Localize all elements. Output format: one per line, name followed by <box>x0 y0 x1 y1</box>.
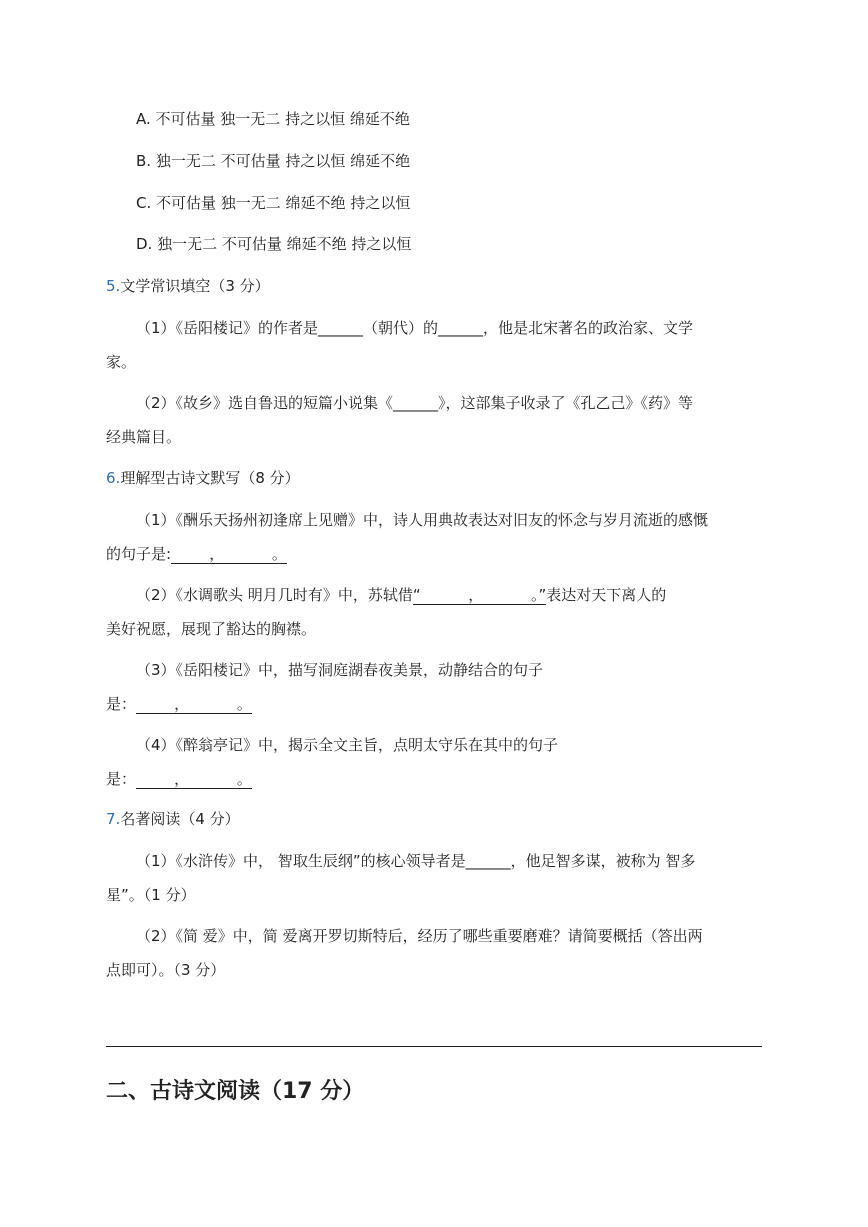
answer-prefix: 的句子是: <box>106 545 172 563</box>
q7-item2-line1: （2）《简 爱》中，简 爱离开罗切斯特后，经历了哪些重要磨难？请简要概括（答出两 <box>136 927 703 945</box>
option-c: C. 不可估量 独一无二 绵延不绝 持之以恒 <box>136 194 411 212</box>
question-text: （2）《水调歌头 明月几时有》中，苏轼借 <box>136 586 413 604</box>
section-divider <box>106 1046 762 1047</box>
q6-item2-line1 <box>136 585 666 605</box>
q7-item1-line2: 星”。（1 分） <box>106 886 196 904</box>
answer-blank: ， 。 <box>136 695 252 713</box>
q6-item3-line2 <box>106 694 252 714</box>
q7-item1-line1: （1）《水浒传》中， 智取生辰纲”的核心领导者是______，他足智多谋，被称为 智多 <box>136 852 696 870</box>
question-title: 文学常识填空（3 分） <box>120 277 270 295</box>
question-6-title <box>106 468 300 488</box>
answer-blank: “ ， 。” <box>412 586 547 604</box>
question-number: 6. <box>106 469 121 487</box>
question-title: 理解型古诗文默写（8 分） <box>120 469 300 487</box>
q6-item1-line2 <box>106 544 287 564</box>
answer-prefix: 是： <box>106 695 137 713</box>
q5-item2-line2: 经典篇目。 <box>106 428 182 446</box>
answer-blank: ， 。 <box>171 545 287 563</box>
q7-item2-line2: 点即可）。（3 分） <box>106 961 226 979</box>
q6-item1-line1: （1）《酬乐天扬州初逢席上见赠》中，诗人用典故表达对旧友的怀念与岁月流逝的感慨 <box>136 511 709 529</box>
q6-item4-line1: （4）《醉翁亭记》中，揭示全文主旨，点明太守乐在其中的句子 <box>136 736 559 754</box>
question-number: 7. <box>106 810 121 828</box>
q6-item2-line2: 美好祝愿，展现了豁达的胸襟。 <box>106 620 317 638</box>
q5-item1-line2: 家。 <box>106 353 137 371</box>
q6-item3-line1: （3）《岳阳楼记》中，描写洞庭湖春夜美景，动静结合的句子 <box>136 661 544 679</box>
question-title: 名著阅读（4 分） <box>120 810 240 828</box>
q6-item4-line2 <box>106 769 252 789</box>
q5-item1-line1: （1）《岳阳楼记》的作者是______（朝代）的______，他是北宋著名的政治家、文学 <box>136 319 694 337</box>
question-number: 5. <box>106 277 121 295</box>
question-7-title <box>106 809 240 829</box>
option-d: D. 独一无二 不可估量 绵延不绝 持之以恒 <box>136 235 412 253</box>
answer-prefix: 是： <box>106 770 137 788</box>
option-b: B. 独一无二 不可估量 持之以恒 绵延不绝 <box>136 152 411 170</box>
section-heading: 二、古诗文阅读（17 分） <box>106 1079 365 1104</box>
question-5-title <box>106 276 270 296</box>
option-a: A. 不可估量 独一无二 持之以恒 绵延不绝 <box>136 110 410 128</box>
q5-item2-line1: （2）《故乡》选自鲁迅的短篇小说集《______》，这部集子收录了《孔乙己》《药》等 <box>136 394 694 412</box>
question-text-suffix: 表达对天下离人的 <box>546 586 667 604</box>
answer-blank: ， 。 <box>136 770 252 788</box>
